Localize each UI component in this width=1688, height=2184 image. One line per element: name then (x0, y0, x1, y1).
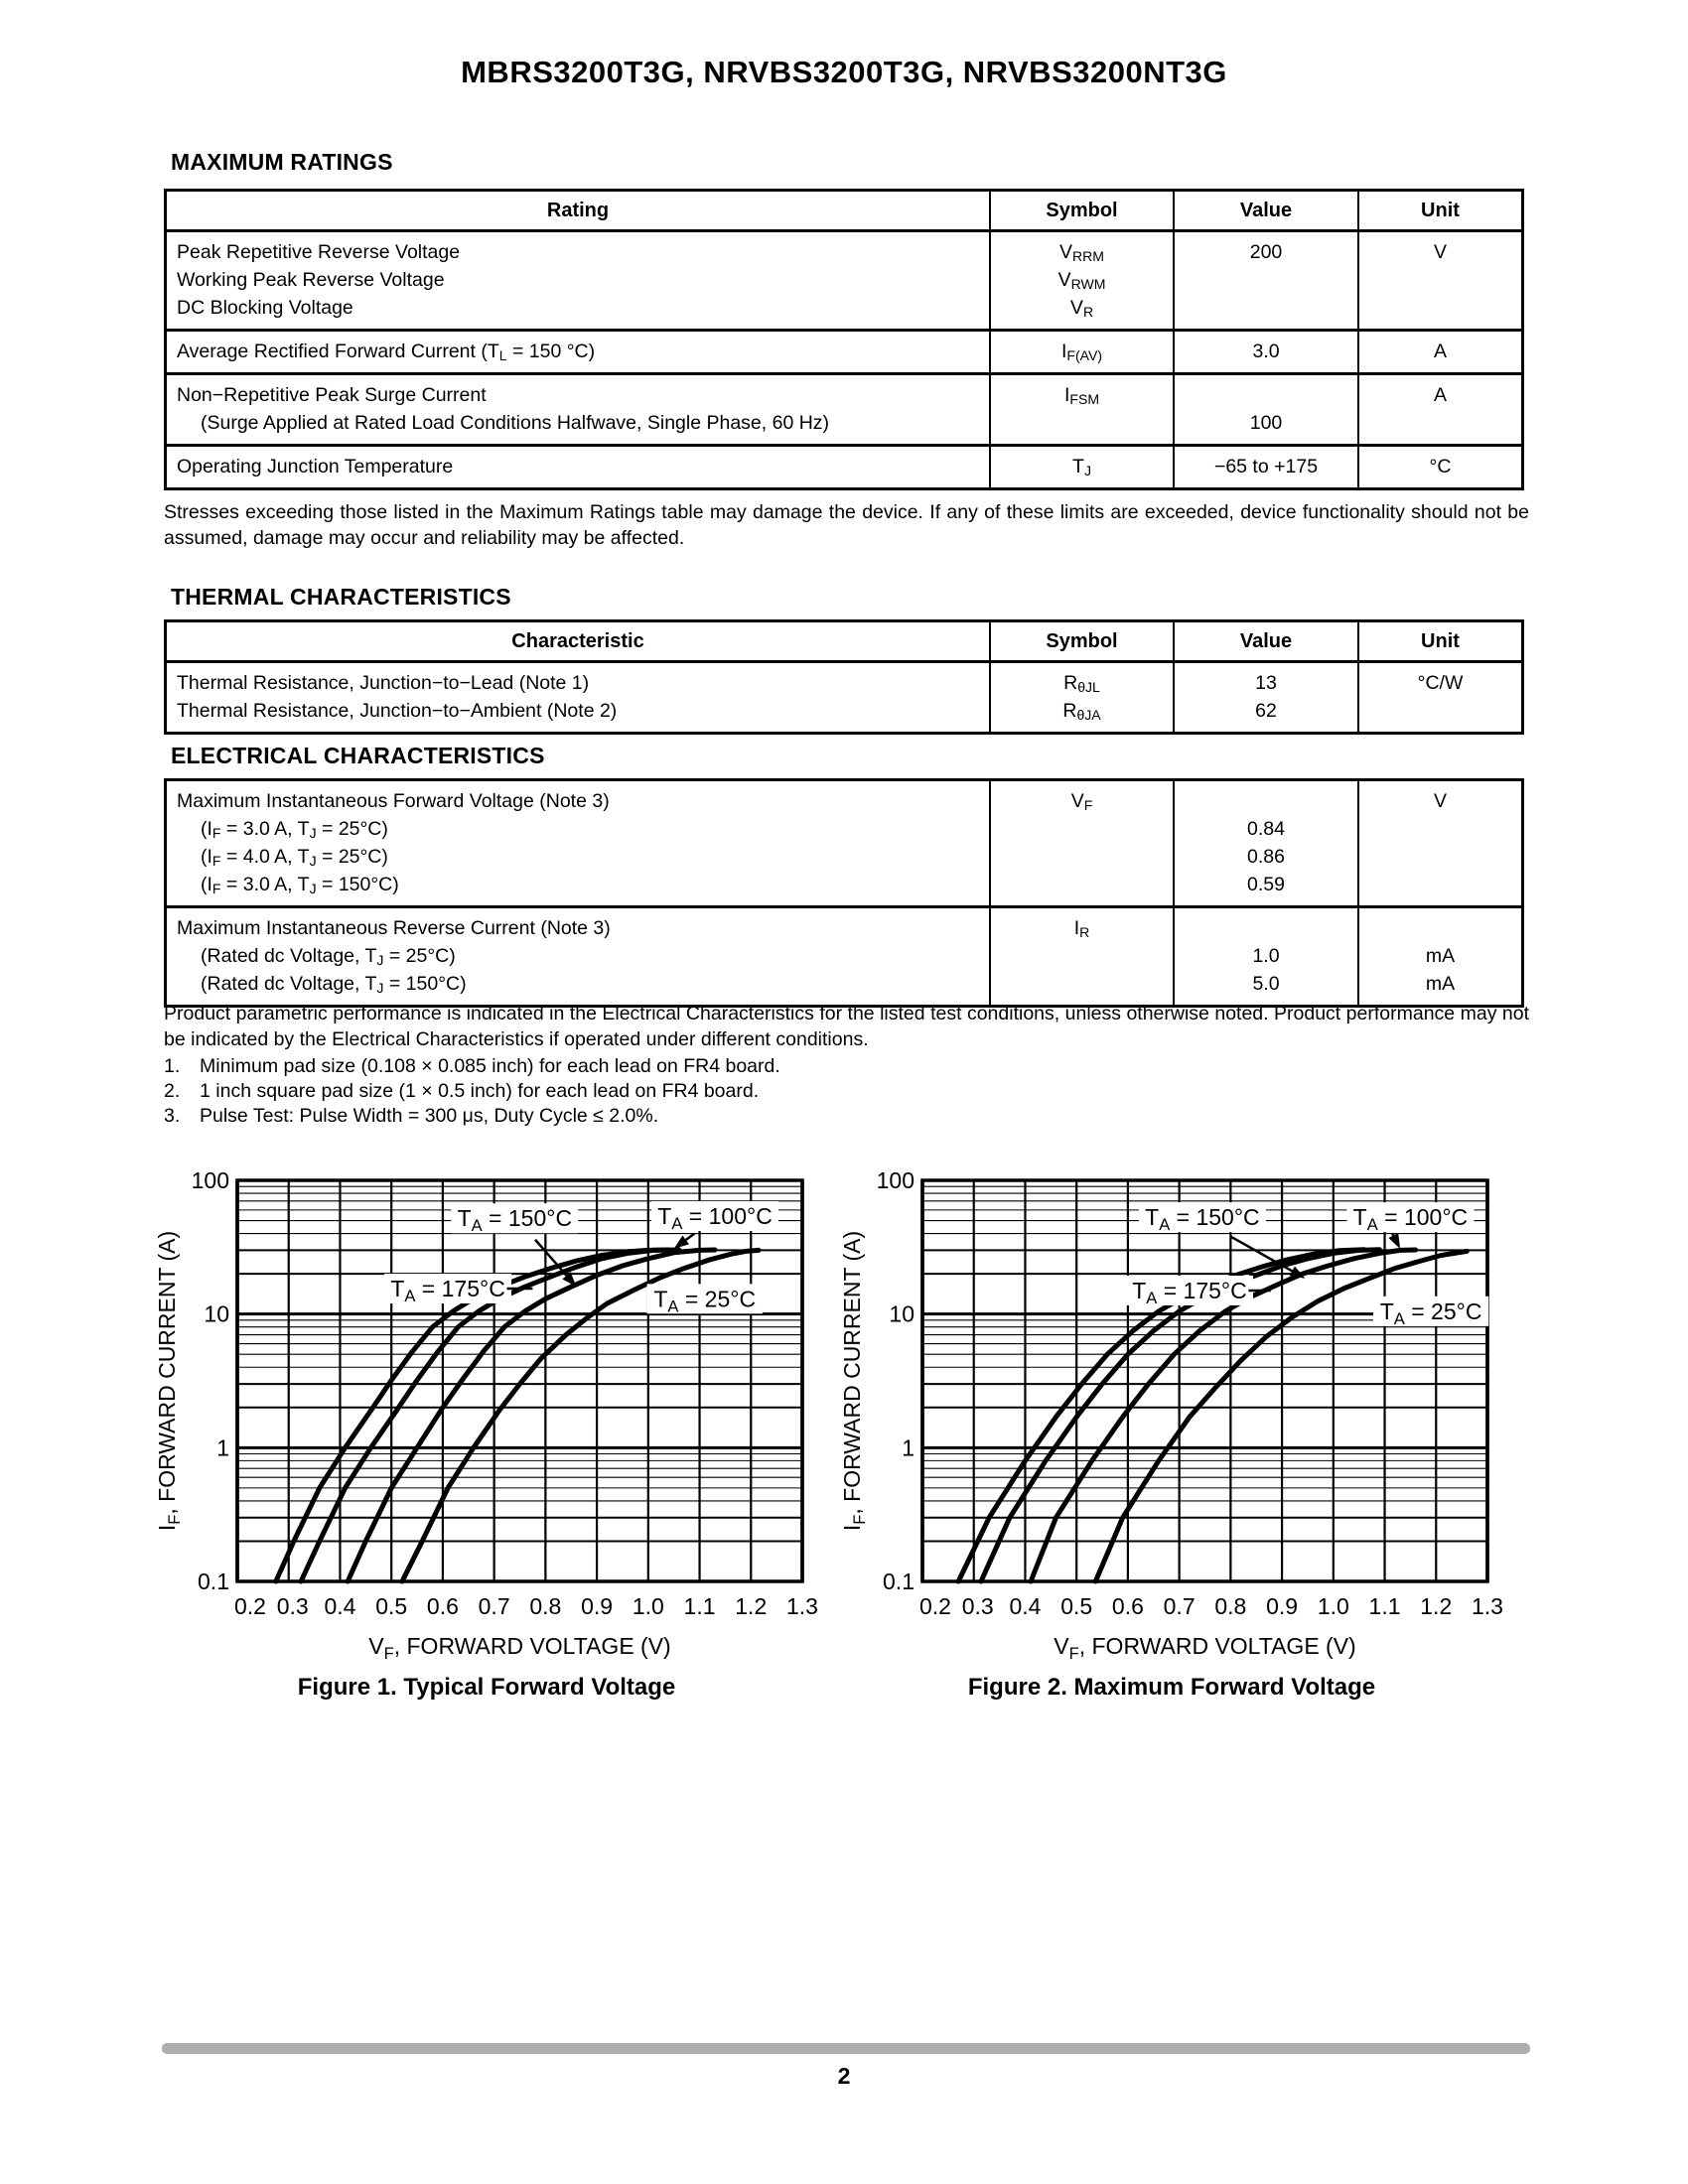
cell-line: $I_R$ (1073, 917, 1090, 941)
page-number: 2 (837, 2063, 851, 2089)
cell-rating (167, 908, 991, 1005)
cell-symbol (991, 447, 1175, 487)
cell-line (991, 843, 1173, 871)
column-header: Symbol (991, 622, 1175, 660)
cell-unit (1359, 332, 1521, 372)
y-axis-title: $I_F$, FORWARD CURRENT (A) (839, 1230, 869, 1532)
cell-line: 100 (1249, 412, 1283, 434)
cell-value (1175, 375, 1359, 444)
cell-line: $T_J$ (1072, 456, 1091, 479)
cell-rating (167, 447, 991, 487)
cell-line: mA (1425, 945, 1456, 967)
y-tick-label: 10 (889, 1300, 914, 1327)
cell-line: $R_{\theta JA}$ (1062, 700, 1101, 724)
note-text: Pulse Test: Pulse Width = 300 μs, Duty Cycle ≤ 2.0%. (200, 1105, 659, 1127)
cell-unit (1359, 232, 1521, 329)
x-axis-title: $V_F$, FORWARD VOLTAGE (V) (368, 1633, 671, 1663)
x-tick-label: 0.5 (1060, 1593, 1093, 1619)
cell-line: −65 to +175 (1213, 456, 1319, 478)
x-tick-label: 1.1 (1368, 1593, 1401, 1619)
figure-1 (149, 1132, 824, 1683)
cell-line: $V_{RWM}$ (1057, 269, 1106, 293)
cell-line (1359, 294, 1521, 322)
cell-line: 13 (1255, 672, 1277, 694)
cell-unit (1359, 447, 1521, 487)
cell-line (991, 409, 1173, 437)
cell-line: $V_{RRM}$ (1059, 241, 1104, 265)
table-row (167, 781, 1521, 905)
x-axis-title: $V_F$, FORWARD VOLTAGE (V) (1054, 1633, 1356, 1663)
x-tick-label: 1.2 (735, 1593, 768, 1619)
table-row (167, 905, 1521, 1005)
x-tick-label: 0.7 (478, 1593, 510, 1619)
x-tick-label: 0.3 (961, 1593, 994, 1619)
electrical-characteristics-table (164, 778, 1524, 1008)
cell-symbol (991, 908, 1175, 1005)
cell-line (1359, 266, 1521, 294)
cell-line: V (1433, 790, 1447, 812)
cell-line: A (1433, 384, 1447, 406)
x-tick-label: 1.3 (786, 1593, 818, 1619)
note-text: Minimum pad size (0.108 × 0.085 inch) for each lead on FR4 board. (200, 1055, 780, 1077)
figure2-forward-voltage-chart (834, 1132, 1509, 1683)
x-tick-label: 1.1 (683, 1593, 716, 1619)
cell-symbol (991, 232, 1175, 329)
parametric-note: Product parametric performance is indicated in the Electrical Characteristics for the listed test conditions, unless otherwise noted. Product performance may not be indicated by the Electrical Characteristics if operated under different conditions. (164, 1003, 1529, 1050)
y-tick-label: 0.1 (883, 1569, 914, 1594)
note-number: 1. (164, 1055, 181, 1077)
cell-line: ($I_F = 3.0$ A, $T_J = 25^\circ C$) (201, 818, 388, 842)
cell-line (991, 871, 1173, 898)
annotation-arrowhead (1388, 1233, 1400, 1249)
x-tick-label: 1.0 (1317, 1593, 1349, 1619)
x-tick-label: 1.2 (1420, 1593, 1453, 1619)
cell-line (1359, 815, 1521, 843)
cell-line (991, 942, 1173, 970)
section-heading-maximum-ratings: MAXIMUM RATINGS (171, 149, 393, 175)
x-tick-label: 0.8 (529, 1593, 562, 1619)
x-tick-label: 0.8 (1214, 1593, 1247, 1619)
cell-value (1175, 332, 1359, 372)
table-row (167, 663, 1521, 732)
cell-rating (167, 332, 991, 372)
table-header-row (167, 192, 1521, 232)
cell-line: Maximum Instantaneous Reverse Current (Note 3) (177, 917, 611, 939)
cell-line (1175, 294, 1357, 322)
cell-line: $I_{FSM}$ (1063, 384, 1100, 408)
note-item-3 (164, 1104, 1529, 1129)
section-heading-thermal: THERMAL CHARACTERISTICS (171, 584, 511, 610)
cell-line (1359, 843, 1521, 871)
x-tick-label: 0.9 (1266, 1593, 1299, 1619)
column-header: Symbol (991, 192, 1175, 229)
cell-line: Operating Junction Temperature (177, 456, 454, 478)
cell-line: Thermal Resistance, Junction−to−Ambient (Note 2) (177, 700, 618, 722)
cell-value (1175, 781, 1359, 905)
y-tick-label: 1 (902, 1434, 914, 1461)
cell-symbol (991, 663, 1175, 732)
column-header: Unit (1421, 200, 1460, 221)
x-tick-label: 0.7 (1163, 1593, 1196, 1619)
figure2-caption: Figure 2. Maximum Forward Voltage (967, 1674, 1376, 1701)
column-header: Characteristic (167, 622, 991, 660)
annotation-arrowhead (674, 1236, 689, 1249)
figure-2 (834, 1132, 1509, 1683)
note-text: 1 inch square pad size (1 × 0.5 inch) for each lead on FR4 board. (200, 1080, 760, 1102)
thermal-characteristics-table (164, 619, 1524, 735)
y-tick-label: 0.1 (198, 1569, 229, 1594)
cell-line: $V_R$ (1069, 297, 1094, 321)
annotation-label: $T_A = 150^\circ C$ (1145, 1204, 1260, 1235)
note-number: 3. (164, 1105, 181, 1127)
x-tick-label: 0.2 (919, 1593, 951, 1619)
table-row (167, 329, 1521, 372)
cell-value (1175, 663, 1359, 732)
y-axis-title: $I_F$, FORWARD CURRENT (A) (154, 1230, 184, 1532)
annotation-arrow-line (686, 1234, 695, 1240)
cell-line: Non−Repetitive Peak Surge Current (177, 384, 487, 406)
table-row (167, 232, 1521, 329)
x-tick-label: 0.4 (324, 1593, 356, 1619)
annotation-label: $T_A = 25^\circ C$ (1379, 1297, 1482, 1328)
cell-line: 5.0 (1252, 973, 1280, 995)
cell-line: $I_{F(AV)}$ (1060, 341, 1102, 364)
cell-line: 0.59 (1247, 874, 1285, 895)
stress-footnote: Stresses exceeding those listed in the Maximum Ratings table may damage the device. If any of these limits are exceeded, device functionality should not be assumed, damage may occur and reliability may be affected. (164, 501, 1529, 549)
cell-line (991, 970, 1173, 998)
annotation-label: $T_A = 175^\circ C$ (1132, 1277, 1247, 1307)
cell-line (1359, 697, 1521, 725)
cell-line (1175, 381, 1357, 409)
section-heading-electrical: ELECTRICAL CHARACTERISTICS (171, 743, 545, 768)
cell-symbol (991, 375, 1175, 444)
cell-line: ($I_F = 3.0$ A, $T_J = 150^\circ C$) (201, 874, 399, 897)
table-row (167, 372, 1521, 444)
x-tick-label: 1.3 (1472, 1593, 1503, 1619)
annotation-label: $T_A = 100^\circ C$ (1352, 1204, 1469, 1235)
cell-line: $R_{\theta JL}$ (1063, 672, 1100, 696)
cell-line: 1.0 (1252, 945, 1280, 967)
y-tick-label: 100 (876, 1167, 914, 1193)
note-number: 2. (164, 1080, 181, 1102)
cell-line: ($I_F = 4.0$ A, $T_J = 25^\circ C$) (201, 846, 388, 870)
cell-line: 200 (1249, 241, 1283, 263)
table-row (167, 444, 1521, 487)
page-title: MBRS3200T3G, NRVBS3200T3G, NRVBS3200NT3G (461, 55, 1227, 89)
cell-symbol (991, 781, 1175, 905)
cell-line: 0.86 (1247, 846, 1285, 868)
column-header: Rating (167, 192, 991, 229)
note-item-1 (164, 1054, 1529, 1079)
cell-line (1175, 787, 1357, 815)
column-header: Value (1175, 622, 1359, 660)
cell-rating (167, 781, 991, 905)
cell-line: (Surge Applied at Rated Load Conditions Halfwave, Single Phase, 60 Hz) (201, 412, 830, 434)
cell-line: 62 (1255, 700, 1277, 722)
annotation-label: $T_A = 150^\circ C$ (457, 1205, 573, 1236)
cell-line (991, 815, 1173, 843)
cell-line: 3.0 (1252, 341, 1280, 362)
x-tick-label: 0.2 (234, 1593, 266, 1619)
cell-line: (Rated dc Voltage, $T_J = 25^\circ C$) (201, 945, 456, 969)
y-tick-label: 1 (216, 1434, 229, 1461)
cell-line: V (1433, 241, 1447, 263)
cell-line (1175, 914, 1357, 942)
y-tick-label: 10 (204, 1300, 229, 1327)
cell-unit (1359, 375, 1521, 444)
cell-line: 0.84 (1247, 818, 1285, 840)
maximum-ratings-table (164, 189, 1524, 490)
x-tick-label: 0.5 (375, 1593, 408, 1619)
annotation-arrow-line (1392, 1234, 1393, 1236)
cell-line (1359, 871, 1521, 898)
annotation-label: $T_A = 100^\circ C$ (657, 1203, 773, 1234)
cell-line: DC Blocking Voltage (177, 297, 353, 319)
x-tick-label: 0.4 (1009, 1593, 1042, 1619)
cell-line: Thermal Resistance, Junction−to−Lead (Note 1) (177, 672, 590, 694)
cell-line: A (1433, 341, 1447, 362)
cell-unit (1359, 908, 1521, 1005)
cell-line: °C (1429, 456, 1452, 478)
note-item-2 (164, 1079, 1529, 1104)
annotation-label: $T_A = 25^\circ C$ (653, 1286, 757, 1316)
cell-line: mA (1425, 973, 1456, 995)
cell-value (1175, 232, 1359, 329)
cell-line: (Rated dc Voltage, $T_J = 150^\circ C$) (201, 973, 467, 997)
footer-divider-bar (162, 2043, 1530, 2054)
cell-rating (167, 375, 991, 444)
cell-line: Working Peak Reverse Voltage (177, 269, 445, 291)
cell-line: Average Rectified Forward Current ($T_L = 150$ °C) (177, 341, 596, 364)
figure1-caption: Figure 1. Typical Forward Voltage (297, 1674, 676, 1701)
cell-value (1175, 447, 1359, 487)
cell-rating (167, 232, 991, 329)
cell-line (1359, 409, 1521, 437)
x-tick-label: 0.3 (276, 1593, 309, 1619)
annotation-label: $T_A = 175^\circ C$ (390, 1276, 505, 1306)
x-tick-label: 0.6 (1111, 1593, 1144, 1619)
cell-line: Maximum Instantaneous Forward Voltage (Note 3) (177, 790, 610, 812)
cell-line: $V_F$ (1070, 790, 1093, 814)
cell-rating (167, 663, 991, 732)
cell-value (1175, 908, 1359, 1005)
cell-symbol (991, 332, 1175, 372)
column-header: Value (1175, 192, 1359, 229)
table-header-row (167, 622, 1521, 663)
figure1-forward-voltage-chart (149, 1132, 824, 1683)
cell-unit (1359, 781, 1521, 905)
column-header: Unit (1421, 630, 1460, 652)
x-tick-label: 0.9 (581, 1593, 614, 1619)
y-tick-label: 100 (191, 1167, 229, 1193)
cell-line (1175, 266, 1357, 294)
cell-line (1359, 914, 1521, 942)
cell-line: °C/W (1417, 672, 1464, 694)
cell-line: Peak Repetitive Reverse Voltage (177, 241, 461, 263)
cell-unit (1359, 663, 1521, 732)
x-tick-label: 0.6 (426, 1593, 459, 1619)
x-tick-label: 1.0 (632, 1593, 664, 1619)
